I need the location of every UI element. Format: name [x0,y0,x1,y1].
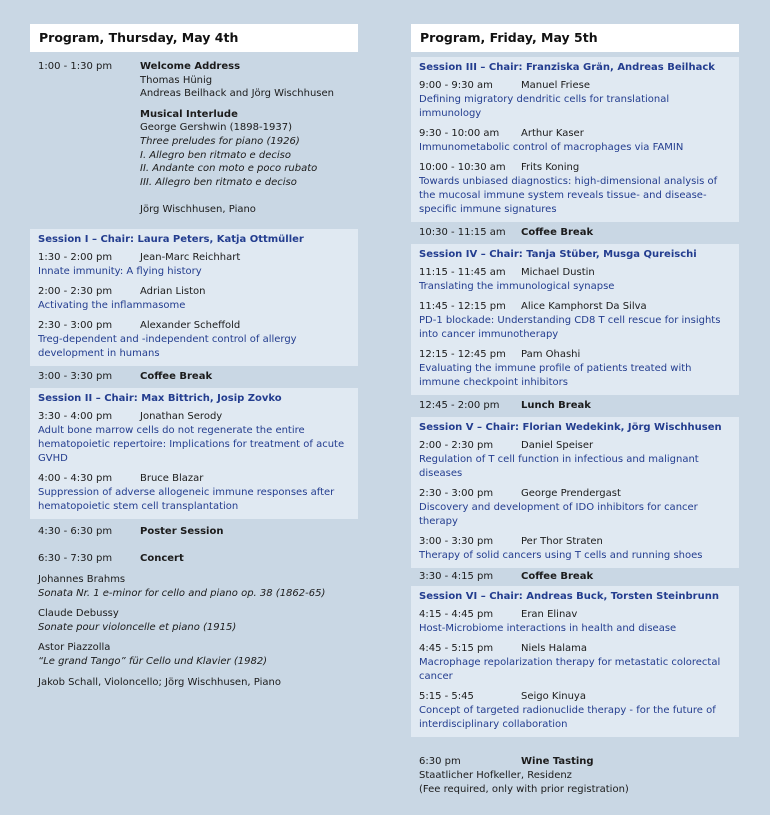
coffee-break [30,366,358,388]
talk-time: 1:30 - 2:00 pm [38,251,113,263]
talk-title: Treg-dependent and -independent control of allergy development in humans [38,333,297,359]
talk-title: Evaluating the immune profile of patients treated with immune checkpoint inhibitors [419,363,692,388]
talk-speaker: Seigo Kinuya [521,691,586,702]
talk-speaker: Per Thor Straten [521,536,603,547]
interlude-movement: III. Allegro ben ritmato e deciso [140,176,297,188]
talk [419,127,731,155]
break-label: Lunch Break [521,400,591,411]
coffee-break [411,568,739,586]
wine-tasting [411,737,739,796]
talk-speaker: Jean-Marc Reichhart [140,251,241,263]
coffee-break [411,222,739,244]
talk-speaker: Arthur Kaser [521,128,584,139]
lunch-break [411,395,739,417]
session-title: Session V – Chair: Florian Wedekink, Jörg Wischhusen [419,422,722,433]
talk-time: 2:00 - 2:30 pm [419,440,494,451]
talk-speaker: Pam Ohashi [521,349,581,360]
session-2 [30,388,358,519]
welcome-block [30,52,358,217]
interlude-movement: II. Andante con moto e poco rubato [140,163,318,175]
concert-performers: Jakob Schall, Violoncello; Jörg Wischhusen, Piano [38,676,281,688]
concert-work: Sonata Nr. 1 e-minor for cello and piano op. 38 (1862-65) [38,587,326,599]
wine-time: 6:30 pm [419,756,461,767]
talk-title: Activating the inflammasome [38,299,186,311]
talk-speaker: Alice Kamphorst Da Silva [521,301,647,312]
poster-label: Poster Session [140,525,224,537]
thursday-column [30,24,358,689]
talk [419,266,731,294]
talk-title: Regulation of T cell function in infectious and malignant diseases [419,454,699,479]
welcome-speaker: Thomas Hünig [140,74,213,86]
talk-time: 9:30 - 10:00 am [419,128,500,139]
talk-speaker: Adrian Liston [140,285,206,297]
talk-speaker: Jonathan Serody [140,410,223,422]
talk-speaker: Michael Dustin [521,267,595,278]
talk-title: Immunometabolic control of macrophages via FAMIN [419,142,684,153]
talk-title: Adult bone marrow cells do not regenerate the entire hematopoietic repertoire: Implications for treatment of acute GVHD [38,424,345,464]
talk-time: 11:15 - 11:45 am [419,267,506,278]
break-time: 10:30 - 11:15 am [419,227,506,238]
wine-location: Staatlicher Hofkeller, Residenz [419,770,572,781]
session-title: Session III – Chair: Franziska Grän, Andreas Beilhack [419,62,715,73]
poster-session [30,519,358,539]
talk-title: Discovery and development of IDO inhibitors for cancer therapy [419,502,698,527]
talk [419,608,731,636]
talk-title: Defining migratory dendritic cells for translational immunology [419,94,670,119]
wine-note: (Fee required, only with prior registration) [419,783,629,795]
session-3 [411,57,739,222]
talk-speaker: Eran Elinav [521,609,578,620]
talk [419,487,731,529]
talk-time: 2:30 - 3:00 pm [38,319,113,331]
talk [38,319,350,361]
talk [419,161,731,217]
talk [419,300,731,342]
session-title: Session IV – Chair: Tanja Stüber, Musga Qureischi [419,249,697,260]
welcome-title: Welcome Address [140,61,241,72]
friday-header: Program, Friday, May 5th [411,24,739,52]
concert-composer: Johannes Brahms [38,573,126,585]
interlude-title: Musical Interlude [140,108,238,120]
welcome-time: 1:00 - 1:30 pm [38,61,113,72]
talk-time: 4:15 - 4:45 pm [419,609,494,620]
talk [419,535,731,563]
talk [419,690,731,732]
talk-time: 4:45 - 5:15 pm [419,643,494,654]
concert-label: Concert [140,552,184,564]
talk [419,439,731,481]
talk-time: 5:15 - 5:45 [419,691,474,702]
interlude-composer: George Gershwin (1898-1937) [140,122,292,134]
session-6 [411,586,739,737]
wine-label: Wine Tasting [521,756,594,767]
talk-time: 3:00 - 3:30 pm [419,536,494,547]
talk [419,79,731,121]
talk-title: Innate immunity: A flying history [38,265,202,277]
session-1 [30,229,358,366]
talk [419,642,731,684]
talk-time: 2:30 - 3:00 pm [419,488,494,499]
talk-speaker: George Prendergast [521,488,621,499]
session-title: Session II – Chair: Max Bittrich, Josip Zovko [38,392,282,404]
session-4 [411,244,739,395]
talk-time: 4:00 - 4:30 pm [38,472,113,484]
interlude-work: Three preludes for piano (1926) [140,135,300,147]
friday-column [411,24,739,796]
talk-title: Concept of targeted radionuclide therapy - for the future of interdisciplinary collaboration [419,705,716,730]
interlude-performer: Jörg Wischhusen, Piano [140,204,256,216]
concert-composer: Claude Debussy [38,608,119,620]
talk-speaker: Frits Koning [521,162,580,173]
talk-speaker: Bruce Blazar [140,472,204,484]
concert-composer: Astor Piazzolla [38,642,111,654]
talk [38,410,350,466]
session-5 [411,417,739,568]
talk-time: 11:45 - 12:15 pm [419,301,506,312]
talk [38,251,350,279]
session-title: Session VI – Chair: Andreas Buck, Torsten Steinbrunn [419,591,719,602]
session-title: Session I – Chair: Laura Peters, Katja Ottmüller [38,233,304,245]
talk-title: Translating the immunological synapse [419,281,615,292]
talk-time: 10:00 - 10:30 am [419,162,506,173]
break-label: Coffee Break [140,370,213,382]
talk-title: Suppression of adverse allogeneic immune responses after hematopoietic stem cell transplantation [38,486,335,512]
talk-speaker: Niels Halama [521,643,588,654]
talk-title: Therapy of solid cancers using T cells and running shoes [419,550,703,561]
break-label: Coffee Break [521,571,594,582]
talk-title: Host-Microbiome interactions in health and disease [419,623,677,634]
talk-time: 2:00 - 2:30 pm [38,285,113,297]
poster-time: 4:30 - 6:30 pm [38,525,113,537]
talk-speaker: Manuel Friese [521,80,590,91]
break-time: 3:00 - 3:30 pm [38,370,113,382]
talk-title: PD-1 blockade: Understanding CD8 T cell rescue for insights into cancer immunotherapy [419,315,721,340]
concert-work: Sonate pour violoncelle et piano (1915) [38,621,237,633]
concert-work: “Le grand Tango” für Cello und Klavier (1982) [38,655,268,667]
thursday-header: Program, Thursday, May 4th [30,24,358,52]
talk-title: Towards unbiased diagnostics: high-dimensional analysis of the mucosal immune system reveals tissue- and disease-specific immune signatures [419,176,718,215]
break-time: 3:30 - 4:15 pm [419,571,494,582]
concert-block [30,539,358,689]
talk [38,472,350,514]
talk [419,348,731,390]
welcome-speaker: Andreas Beilhack and Jörg Wischhusen [140,88,334,100]
concert-time: 6:30 - 7:30 pm [38,552,113,564]
talk-time: 9:00 - 9:30 am [419,80,493,91]
talk-time: 12:15 - 12:45 pm [419,349,506,360]
talk-speaker: Alexander Scheffold [140,319,241,331]
interlude-movement: I. Allegro ben ritmato e deciso [140,149,291,161]
break-time: 12:45 - 2:00 pm [419,400,500,411]
talk [38,285,350,313]
break-label: Coffee Break [521,227,594,238]
talk-title: Macrophage repolarization therapy for metastatic colorectal cancer [419,657,721,682]
talk-speaker: Daniel Speiser [521,440,594,451]
talk-time: 3:30 - 4:00 pm [38,410,113,422]
